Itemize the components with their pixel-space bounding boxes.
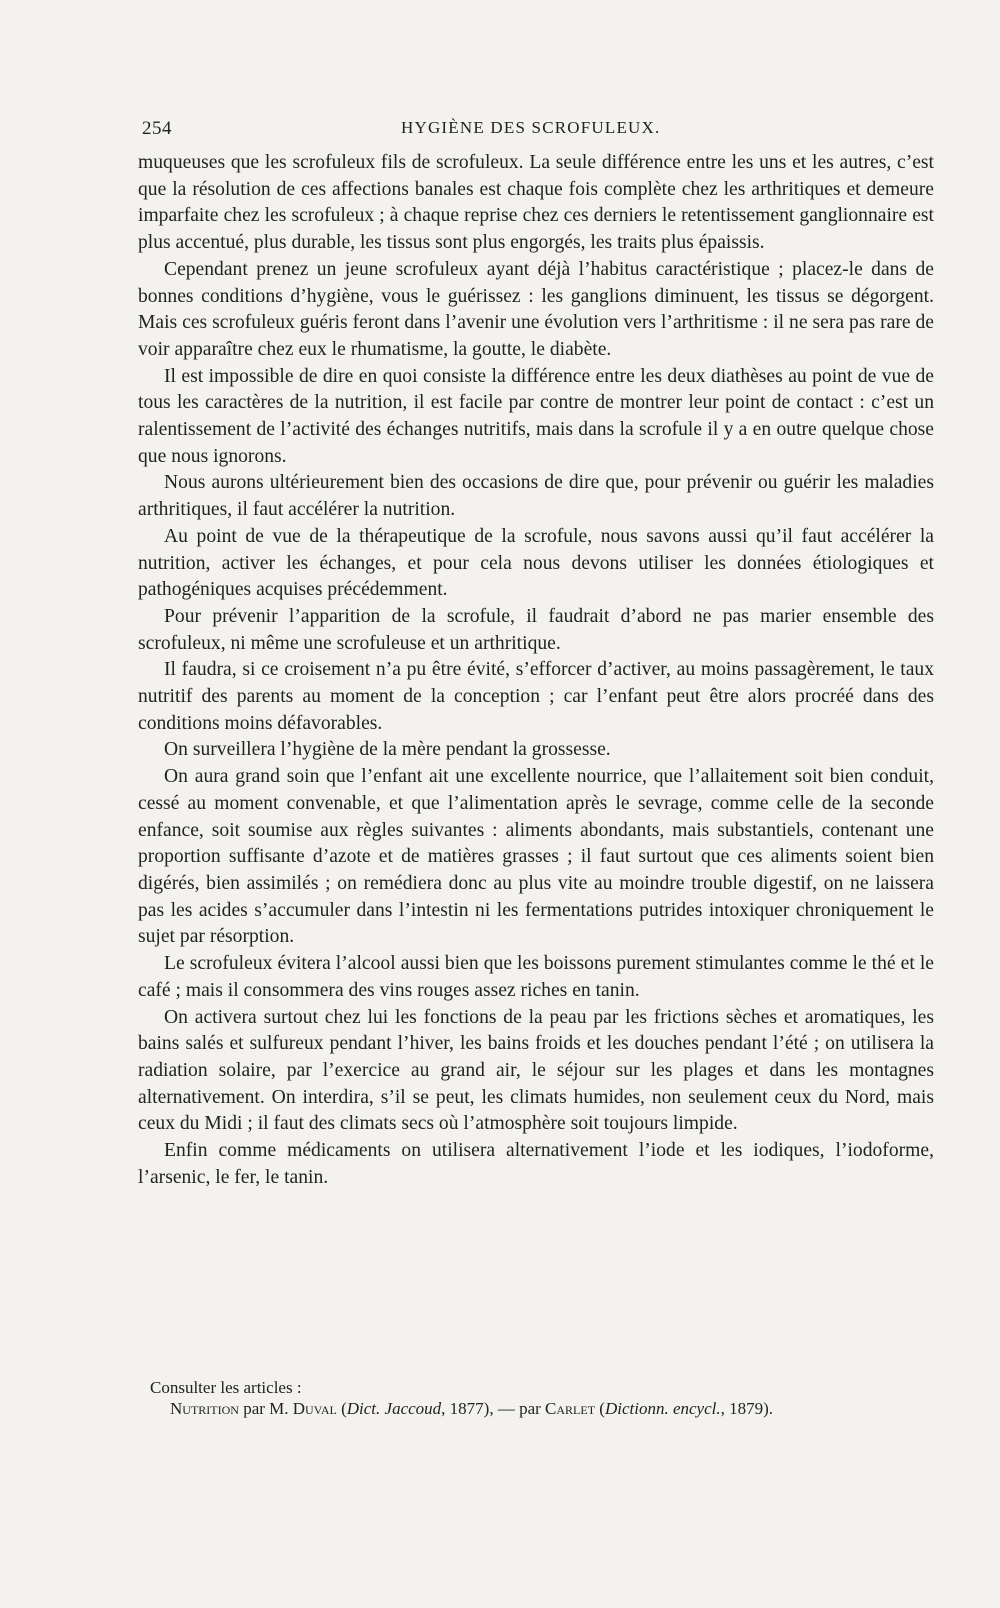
reference-text: , 1877), — par: [441, 1399, 546, 1418]
paragraph: Le scrofuleux évitera l’alcool aussi bien que les boissons purement stimulantes comme le thé et le café ; mais il consommera des vins rouges assez riches en tanin.: [138, 953, 934, 1001]
paragraph: On activera surtout chez lui les fonctions de la peau par les frictions sèches et aromatiques, les bains salés et sulfureux pendant l’hiver, les bains froids et les douches pendant l’été ; on utilisera la radiation solaire, par l’exercice au grand air, le séjour sur les plages et dans les montagnes alternativement. On interdira, s’il se peut, les climats humides, non seulement ceux du Nord, mais ceux du Midi ; il faut des climats secs où l’atmosphère soit toujours limpide.: [138, 1006, 934, 1135]
reference-work: Dict. Jaccoud: [346, 1399, 442, 1418]
paragraph: muqueuses que les scrofuleux fils de scrofuleux. La seule différence entre les uns et les autres, c’est que la résolution de ces affections banales est chaque fois complète chez les arthritiques et demeure imparfaite chez les scrofuleux ; à chaque reprise chez ces derniers le retentissement ganglionnaire est plus accentué, plus durable, les tissus sont plus engorgés, les traits plus épaissis.: [138, 152, 934, 254]
paragraph: Pour prévenir l’apparition de la scrofule, il faudrait d’abord ne pas marier ensemble des scrofuleux, ni même une scrofuleuse et un arthritique.: [138, 605, 934, 654]
paragraph: Au point de vue de la thérapeutique de la scrofule, nous savons aussi qu’il faut accélérer la nutrition, activer les échanges, et pour cela nous devons utiliser les données étiologiques et pathogéniques acquises précédemment.: [138, 525, 934, 601]
reference-text: (: [595, 1399, 605, 1418]
reference-topic: Nutrition: [170, 1399, 239, 1418]
reference-author: Duval: [292, 1399, 337, 1418]
paragraph: Enfin comme médicaments on utilisera alternativement l’iode et les iodiques, l’iodoforme, l’arsenic, le fer, le tanin.: [138, 1140, 934, 1188]
reference-text: (: [336, 1399, 347, 1418]
paragraph: Il faudra, si ce croisement n’a pu être évité, s’efforcer d’activer, au moins passagèrement, le taux nutritif des parents au moment de la conception ; car l’enfant peut être alors procréé dans des conditions moins défavorables.: [138, 659, 934, 734]
reference-entry: [170, 1398, 950, 1419]
reference-text: par M.: [238, 1399, 293, 1418]
paragraph: Nous aurons ultérieurement bien des occasions de dire que, pour prévenir ou guérir les maladies arthritiques, il faut accélérer la nutrition.: [138, 472, 934, 521]
reference-text: , 1879).: [720, 1399, 774, 1418]
references-heading: Consulter les articles :: [150, 1378, 302, 1397]
running-head: [142, 118, 920, 144]
paragraph: On aura grand soin que l’enfant ait une excellente nourrice, que l’allaitement soit bien conduit, cessé au moment convenable, et que l’alimentation après le sevrage, comme celle de la seconde enfance, soit soumise aux règles suivantes : aliments abondants, mais substantiels, contenant une proportion suffisante d’azote et de matières grasses ; il faut surtout que ces aliments soient bien digérés, bien assimilés ; on remédiera donc au plus vite au moindre trouble digestif, on ne laissera pas les acides s’accumuler dans l’intestin ni les fermentations putrides intoxiquer chroniquement le sujet par résorption.: [138, 766, 934, 948]
body-text: [138, 150, 934, 1191]
paragraph: On surveillera l’hygiène de la mère pendant la grossesse.: [164, 739, 611, 761]
references: [150, 1377, 950, 1419]
reference-work: Dictionn. encycl.: [604, 1399, 721, 1418]
running-title: HYGIÈNE DES SCROFULEUX.: [401, 118, 661, 137]
paragraph: Cependant prenez un jeune scrofuleux ayant déjà l’habitus caractéristique ; placez-le dans de bonnes conditions d’hygiène, vous le guérissez : les ganglions diminuent, les tissus se dégorgent. Mais ces scrofuleux guéris feront dans l’avenir une évolution vers l’arthritisme : il ne sera pas rare de voir apparaître chez eux le rhumatisme, la goutte, le diabète.: [138, 258, 934, 360]
page-number: 254: [142, 118, 172, 139]
reference-author: Carlet: [545, 1399, 596, 1418]
paragraph: Il est impossible de dire en quoi consiste la différence entre les deux diathèses au point de vue de tous les caractères de la nutrition, il est facile par contre de montrer leur point de contact : c’est un ralentissement de l’activité des échanges nutritifs, mais dans la scrofule il y a en outre quelque chose que nous ignorons.: [138, 365, 934, 467]
